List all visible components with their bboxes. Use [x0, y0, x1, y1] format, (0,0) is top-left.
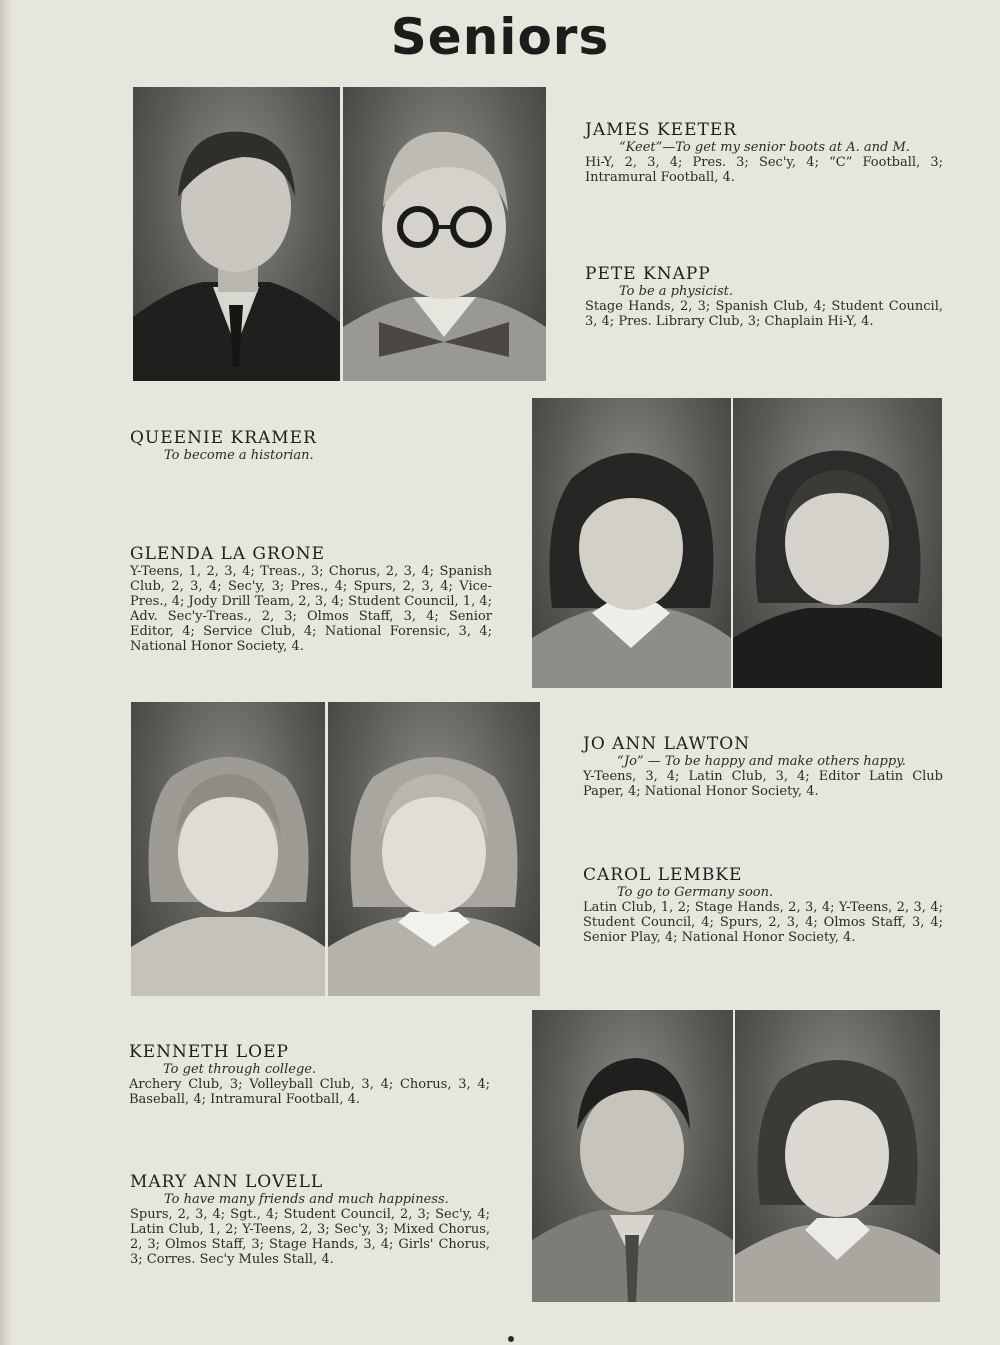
photo-mary-ann-lovell — [735, 1010, 940, 1302]
senior-activities: Y-Teens, 3, 4; Latin Club, 3, 4; Editor Latin Club Paper, 4; National Honor Society, 4. — [583, 769, 943, 799]
senior-entry — [130, 1172, 490, 1267]
portrait-girl-icon — [735, 1010, 940, 1302]
senior-name: CAROL LEMBKE — [583, 865, 743, 885]
portrait-boy-icon — [133, 87, 340, 381]
senior-entry — [130, 544, 492, 654]
senior-name: JO ANN LAWTON — [583, 734, 751, 754]
senior-name: KENNETH LOEP — [129, 1042, 289, 1062]
senior-activities: Y-Teens, 1, 2, 3, 4; Treas., 3; Chorus, 2, 3, 4; Spanish Club, 2, 3, 4; Sec'y, 3; Pres., 4; Spurs, 2, 3, 4; Vice-Pres., 4; Jody Drill Team, 2, 3, 4; Student Council, 1, 4; Adv. Sec'y-Treas., 2, 3; Olmos Staff, 3, 4; Senior Editor, 4; Service Club, 4; National Forensic, 3, 4; National Honor Society, 4. — [130, 564, 492, 654]
senior-activities: Archery Club, 3; Volleyball Club, 3, 4; Chorus, 3, 4; Baseball, 4; Intramural Football, 4. — [129, 1077, 490, 1107]
portrait-girl-icon — [532, 398, 731, 688]
senior-entry — [130, 428, 492, 463]
senior-name: QUEENIE KRAMER — [130, 428, 317, 448]
page-title: Seniors — [390, 8, 610, 66]
senior-activities: Latin Club, 1, 2; Stage Hands, 2, 3, 4; Y-Teens, 2, 3, 4; Student Council, 4; Spurs, 2, 3, 4; Olmos Staff, 3, 4; Senior Play, 4; National Honor Society, 4. — [583, 900, 943, 945]
senior-entry — [585, 120, 943, 185]
senior-entry — [585, 264, 943, 329]
photo-jo-ann-lawton — [131, 702, 325, 996]
photo-pete-knapp — [343, 87, 546, 381]
photo-carol-lembke — [328, 702, 540, 996]
photo-queenie-kramer — [532, 398, 731, 688]
senior-quote: To get through college. — [163, 1062, 317, 1077]
senior-entry — [583, 734, 943, 799]
page-edge — [0, 0, 12, 1345]
portrait-girl-icon — [733, 398, 942, 688]
senior-entry — [583, 865, 943, 945]
senior-quote: To become a historian. — [164, 448, 314, 463]
portrait-girl-icon — [131, 702, 325, 996]
senior-quote: To be a physicist. — [619, 284, 733, 299]
senior-quote: To have many friends and much happiness. — [164, 1192, 449, 1207]
photo-kenneth-loep — [532, 1010, 733, 1302]
photo-james-keeter — [133, 87, 340, 381]
senior-name: GLENDA LA GRONE — [130, 544, 326, 564]
senior-name: PETE KNAPP — [585, 264, 711, 284]
portrait-girl-icon — [328, 702, 540, 996]
senior-activities: Spurs, 2, 3, 4; Sgt., 4; Student Council, 2, 3; Sec'y, 4; Latin Club, 1, 2; Y-Teens, 2, 3; Sec'y, 3; Mixed Chorus, 2, 3; Olmos Staff, 3; Stage Hands, 3, 4; Girls' Chorus, 3; Corres. Sec'y Mules Stall, 4. — [130, 1207, 490, 1267]
senior-quote: “Keet”—To get my senior boots at A. and M. — [619, 140, 910, 155]
photo-glenda-la-grone — [733, 398, 942, 688]
senior-quote: “Jo” — To be happy and make others happy. — [617, 754, 906, 769]
senior-name: MARY ANN LOVELL — [130, 1172, 324, 1192]
portrait-boy-glasses-icon — [343, 87, 546, 381]
senior-activities: Stage Hands, 2, 3; Spanish Club, 4; Student Council, 3, 4; Pres. Library Club, 3; Chaplain Hi-Y, 4. — [585, 299, 943, 329]
senior-name: JAMES KEETER — [585, 120, 738, 140]
senior-quote: To go to Germany soon. — [617, 885, 774, 900]
senior-activities: Hi-Y, 2, 3, 4; Pres. 3; Sec'y, 4; “C” Football, 3; Intramural Football, 4. — [585, 155, 943, 185]
portrait-boy-icon — [532, 1010, 733, 1302]
senior-entry — [129, 1042, 490, 1107]
page-number-mark — [508, 1336, 514, 1342]
